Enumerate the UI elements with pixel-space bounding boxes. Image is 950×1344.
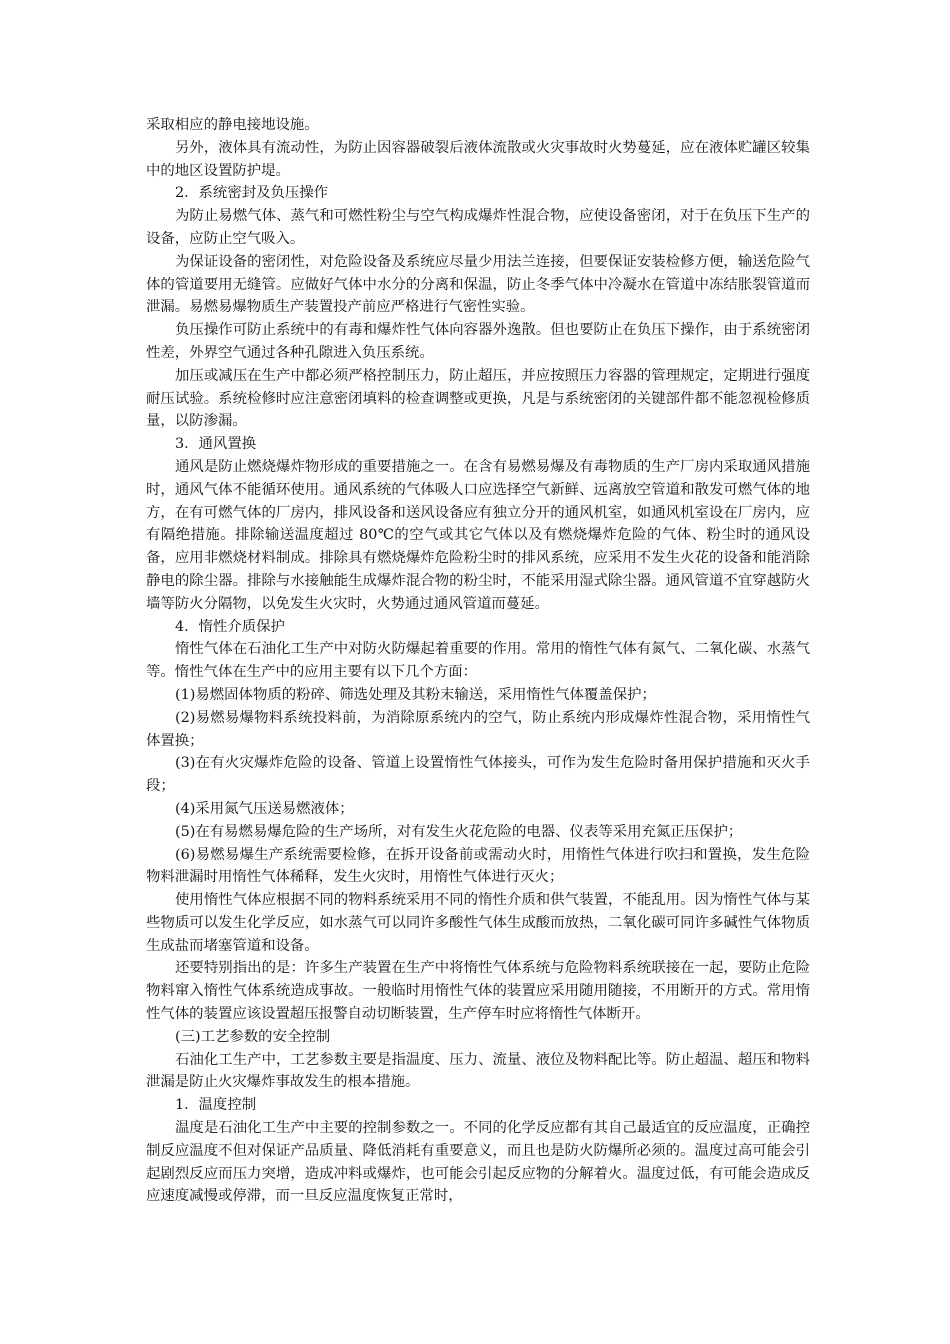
section-heading: 1．温度控制 — [175, 1097, 257, 1114]
list-item: (6)易燃易爆生产系统需要检修，在拆开设备前或需动火时，用惰性气体进行吹扫和置换，发生危险物料泄漏时用惰性气体稀释，发生火灾时，用惰性气体进行灭火； — [146, 846, 810, 886]
section-heading: 4．惰性介质保护 — [175, 618, 285, 635]
paragraph: 另外，液体具有流动性，为防止因容器破裂后液体流散或火灾事故时火势蔓延，应在液体贮罐区较集中的地区设置防护堤。 — [146, 139, 810, 179]
list-item: (1)易燃固体物质的粉碎、筛选处理及其粉末输送，采用惰性气体覆盖保护； — [175, 686, 656, 703]
paragraph: 使用惰性气体应根据不同的物料系统采用不同的惰性介质和供气装置，不能乱用。因为惰性气体与某些物质可以发生化学反应，如水蒸气可以同许多酸性气体生成酸而放热，二氧化碳可同许多碱性气体物质生成盐而堵塞管道和设备。 — [146, 892, 810, 954]
paragraph: 为防止易燃气体、蒸气和可燃性粉尘与空气构成爆炸性混合物，应使设备密闭，对于在负压下生产的设备，应防止空气吸入。 — [146, 208, 810, 247]
paragraph: 石油化工生产中，工艺参数主要是指温度、压力、流量、液位及物料配比等。防止超温、超压和物料泄漏是防止火灾爆炸事故发生的根本措施。 — [146, 1051, 810, 1091]
paragraph: 加压或减压在生产中都必须严格控制压力，防止超压，并应按照压力容器的管理规定，定期进行强度耐压试验。系统检修时应注意密闭填料的检查调整或更换，凡是与系统密闭的关键部件都不能忽视检修质量，以防渗漏。 — [146, 367, 810, 430]
document-body — [146, 114, 810, 1208]
section-heading: 3．通风置换 — [175, 436, 257, 453]
list-item: (3)在有火灾爆炸危险的设备、管道上设置惰性气体接头，可作为发生危险时备用保护措施和灭火手段； — [146, 755, 810, 795]
section-heading: 2．系统密封及负压操作 — [175, 185, 329, 202]
list-item: (5)在有易燃易爆危险的生产场所，对有发生火花危险的电器、仪表等采用充氮正压保护； — [175, 823, 743, 840]
section-heading: (三)工艺参数的安全控制 — [175, 1028, 331, 1045]
paragraph: 通风是防止燃烧爆炸物形成的重要措施之一。在含有易燃易爆及有毒物质的生产厂房内采取通风措施时，通风气体不能循环使用。通风系统的气体吸人口应选择空气新鲜、远离放空管道和散发可燃气体的地方，在有可燃气体的厂房内，排风设备和送风设备应有独立分开的通风机室，如通风机室设在厂房内，应有隔绝措施。排除输送温度超过 80℃的空气或其它气体以及有燃烧爆炸危险的气体、粉尘时的通风设备，应用非燃烧材料制成。排除具有燃烧爆炸危险粉尘时的排风系统，应采用不发生火花的设备和能消除静电的除尘器。排除与水接触能生成爆炸混合物的粉尘时，不能采用湿式除尘器。通风管道不宜穿越防火墙等防火分隔物，以免发生火灾时，火势通过通风管道而蔓延。 — [146, 458, 810, 612]
paragraph: 采取相应的静电接地设施。 — [146, 117, 319, 133]
paragraph: 温度是石油化工生产中主要的控制参数之一。不同的化学反应都有其自己最适宜的反应温度，正确控制反应温度不但对保证产品质量、降低消耗有重要意义，而且也是防火防爆所必须的。温度过高可能会引起剧烈反应而压力突增，造成冲料或爆炸，也可能会引起反应物的分解着火。温度过低，有可能会造成反应速度减慢或停滞，而一旦反应温度恢复正常时， — [146, 1120, 810, 1205]
paragraph: 还要特别指出的是：许多生产装置在生产中将惰性气体系统与危险物料系统联接在一起，要防止危险物料窜入惰性气体系统造成事故。一般临时用惰性气体的装置应采用随用随接，不用断开的方式。常用惰性气体的装置应该设置超压报警自动切断装置，生产停车时应将惰性气体断开。 — [146, 960, 810, 1023]
list-item: (4)采用氮气压送易燃液体； — [175, 800, 354, 817]
paragraph: 惰性气体在石油化工生产中对防火防爆起着重要的作用。常用的惰性气体有氮气、二氧化碳、水蒸气等。惰性气体在生产中的应用主要有以下几个方面： — [146, 641, 810, 681]
list-item: (2)易燃易爆物料系统投料前，为消除原系统内的空气，防止系统内形成爆炸性混合物，采用惰性气体置换； — [146, 709, 810, 749]
paragraph: 负压操作可防止系统中的有毒和爆炸性气体向容器外逸散。但也要防止在负压下操作，由于系统密闭性差，外界空气通过各种孔隙进入负压系统。 — [146, 322, 810, 361]
paragraph: 为保证设备的密闭性，对危险设备及系统应尽量少用法兰连接，但要保证安装检修方便，输送危险气体的管道要用无缝管。应做好气体中水分的分离和保温，防止冬季气体中冷凝水在管道中冻结胀裂管道而泄漏。易燃易爆物质生产装置投产前应严格进行气密性实验。 — [146, 253, 810, 316]
